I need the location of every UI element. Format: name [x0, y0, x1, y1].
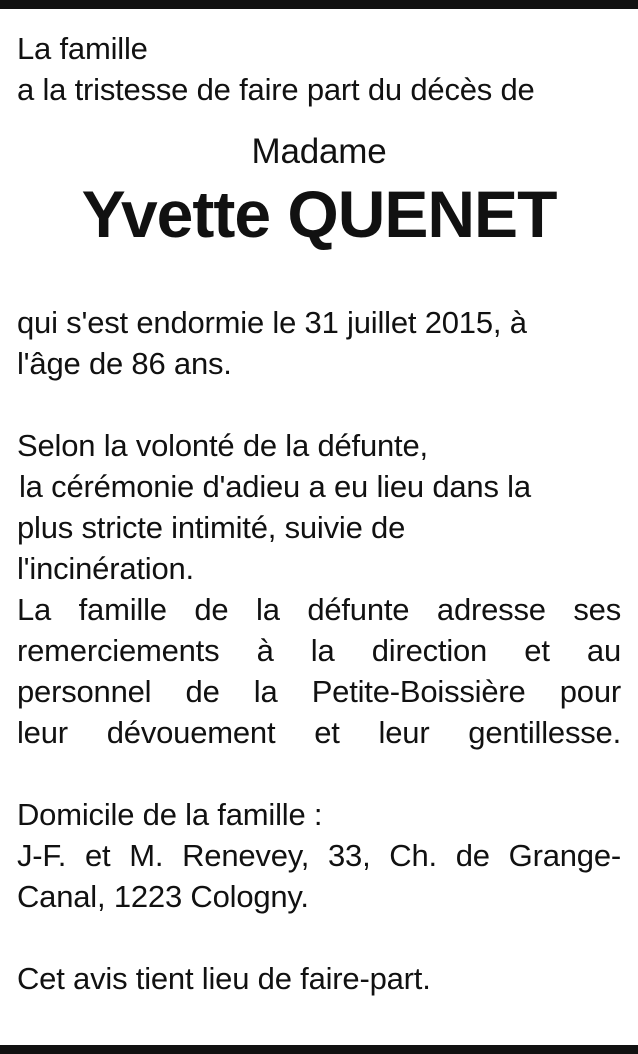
spacer — [17, 917, 621, 958]
address-line-1: Domicile de la famille : — [17, 797, 323, 832]
thanks-line-4: leur dévouement et leur gentillesse. — [17, 715, 621, 750]
intro-block — [17, 28, 621, 110]
thanks-line-2: remerciements à la direction et au — [17, 633, 621, 668]
honorific-title: Madame — [251, 132, 387, 171]
address-line-2: J-F. et M. Renevey, 33, Ch. de Grange- — [17, 838, 621, 873]
address-block — [17, 794, 621, 917]
thanks-line-1: La famille de la défunte adresse ses — [17, 592, 621, 627]
deceased-name: Yvette QUENET — [81, 177, 557, 251]
top-border-rule — [0, 0, 638, 9]
address-line-3: Canal, 1223 Cologny. — [17, 879, 309, 914]
death-notice — [17, 28, 621, 999]
spacer — [17, 753, 621, 794]
passing-line-2: l'âge de 86 ans. — [17, 346, 232, 381]
thanks-line-3: personnel de la Petite-Boissière pour — [17, 674, 621, 709]
passing-line-1: qui s'est endormie le 31 juillet 2015, à — [17, 305, 527, 340]
ceremony-line-4: l'incinération. — [17, 551, 194, 586]
intro-line-2: a la tristesse de faire part du décès de — [17, 72, 535, 107]
spacer — [17, 384, 621, 425]
thanks-block — [17, 589, 621, 753]
intro-line-1: La famille — [17, 31, 148, 66]
ceremony-line-3: plus stricte intimité, suivie de — [17, 510, 406, 545]
ceremony-block — [17, 425, 621, 589]
passing-block — [17, 302, 621, 384]
ceremony-line-2: la cérémonie d'adieu a eu lieu dans la — [19, 469, 531, 504]
ceremony-line-1: Selon la volonté de la défunte, — [17, 428, 428, 463]
closing-note: Cet avis tient lieu de faire-part. — [17, 961, 431, 996]
bottom-border-rule — [0, 1045, 638, 1054]
spacer — [17, 252, 621, 302]
